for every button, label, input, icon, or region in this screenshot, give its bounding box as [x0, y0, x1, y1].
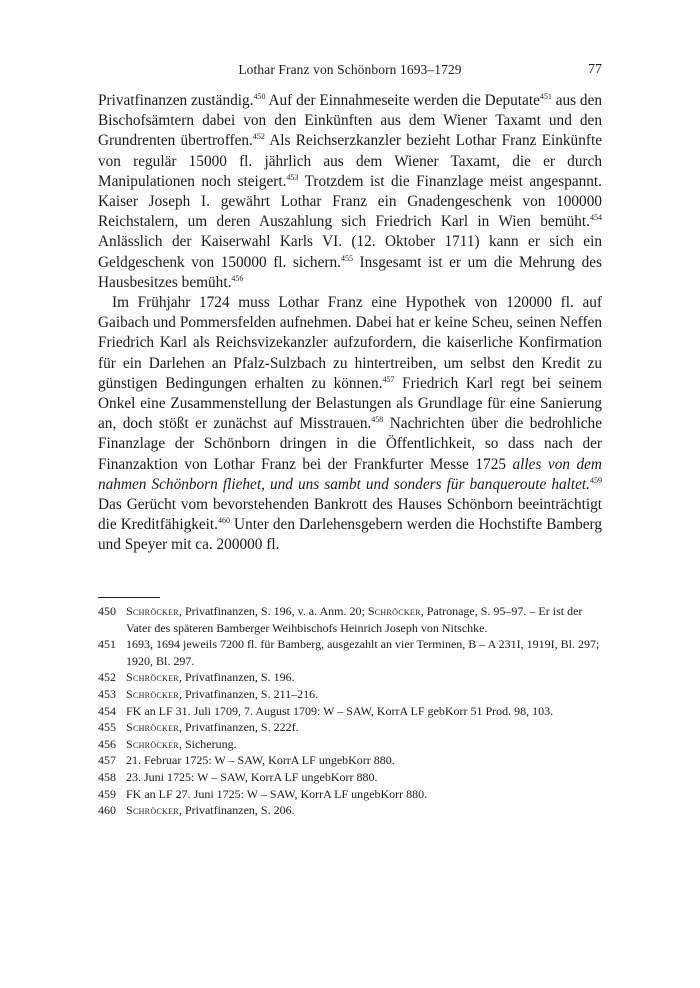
footnote-number: 456 — [98, 736, 116, 751]
footnote-text: FK an LF 31. Juli 1709, 7. August 1709: W – SAW, KorrA LF gebKorr 51 Prod. 98, 103. — [126, 703, 554, 718]
footnote — [98, 603, 602, 636]
footnote-ref: 457 — [382, 374, 395, 384]
text-run: Anlässlich der Kaiserwahl Karls VI. (12. Oktober 1711) kann er sich ein Geldgeschenk von 150000 fl. sichern. — [98, 233, 602, 271]
text-run: Privatfinanzen zuständig. — [98, 92, 254, 109]
text-run: Insgesamt ist er um die Mehrung des Hausbesitzes bemüht. — [98, 253, 602, 291]
text-run: Unter den Darlehensgebern werden die Hochstifte Bamberg und Speyer mit ca. 200000 fl. — [98, 516, 602, 554]
author-name: Schröcker — [126, 720, 179, 735]
footnote-ref: 452 — [252, 132, 265, 142]
footnote-ref: 459 — [590, 475, 602, 485]
text-run: Auf der Einnahmeseite werden die Deputate — [265, 92, 540, 109]
footnote — [98, 669, 602, 686]
footnote — [98, 719, 602, 736]
footnote-text: 21. Februar 1725: W – SAW, KorrA LF ungebKorr 880. — [126, 753, 395, 768]
text-run: Das Gerücht vom bevorstehenden Bankrott des Hauses Schönborn beeinträchtigt die Kreditfähigkeit. — [98, 496, 602, 534]
footnote-ref: 453 — [286, 172, 299, 182]
text-run: Als Reichserzkanzler bezieht Lothar Franz Einkünfte von regulär 15000 fl. jährlich aus dem Wiener Taxamt, die er durch Manipulationen noch steigert. — [98, 132, 602, 190]
footnote-text: FK an LF 27. Juni 1725: W – SAW, KorrA LF ungebKorr 880. — [126, 786, 428, 801]
footnote-ref: 460 — [218, 516, 230, 526]
author-name: Schröcker — [126, 604, 179, 618]
footnote-number: 452 — [98, 670, 116, 685]
footnote-text: , Privatfinanzen, S. 211–216. — [178, 686, 319, 701]
footnote-ref: 456 — [231, 273, 244, 283]
footnote-number: 459 — [98, 786, 116, 801]
footnote-number: 450 — [98, 604, 116, 618]
text-run: aus den Bischofsämtern dabei von den Einkünften aus dem Wiener Taxamt und den Grundrenten übertroffen. — [98, 92, 603, 150]
footnote — [98, 736, 602, 753]
text-run: Im Frühjahr 1724 muss Lothar Franz eine Hypothek von 120000 fl. auf Gaibach und Pommersfelden aufnehmen. Dabei hat er keine Scheu, seinen Neffen Friedrich Karl als Reichsvizekanzler aufzufordern, die kaiserliche Konfirmation für ein Darlehen an Pfalz-Sulzbach zu hintertreiben, um selbst den Kredit zu günstigen Bedingungen erhalten zu können. — [98, 294, 602, 392]
page-number: 77 — [588, 62, 602, 77]
footnote-text: , Privatfinanzen, S. 206. — [178, 803, 295, 818]
footnote-text: 23. Juni 1725: W – SAW, KorrA LF ungebKorr 880. — [126, 769, 378, 784]
page-header — [98, 62, 602, 82]
body-text — [98, 91, 602, 556]
footnote — [98, 802, 602, 819]
footnote-number: 458 — [98, 769, 116, 784]
footnote-number: 453 — [98, 686, 116, 701]
footnote-number: 451 — [98, 637, 116, 652]
paragraph — [98, 91, 602, 293]
footnote-number: 454 — [98, 703, 116, 718]
footnote-text: , Sicherung. — [178, 736, 237, 751]
footnote-text: , Privatfinanzen, S. 196, v. a. Anm. 20; — [178, 604, 368, 618]
author-name: Schröcker — [126, 670, 179, 685]
footnote-number: 460 — [98, 803, 116, 818]
footnote — [98, 752, 602, 769]
footnote-text: , Patronage, S. 95–97. – Er ist der Vater des späteren Bamberger Weihbischofs Heinrich Joseph von Nitschke. — [126, 604, 583, 635]
footnote-number: 457 — [98, 753, 116, 768]
footnote-ref: 455 — [340, 253, 353, 263]
footnote — [98, 636, 602, 669]
footnote — [98, 686, 602, 703]
footnote-ref: 451 — [539, 92, 552, 101]
author-name: Schröcker — [126, 803, 179, 818]
text-run: Friedrich Karl regt bei seinem Onkel eine Zusammenstellung der Belastungen als Grundlage für eine Sanierung an, doch stößt er zunächst auf Misstrauen. — [98, 374, 603, 433]
footnote-text: , Privatfinanzen, S. 222f. — [178, 720, 299, 735]
footnote-separator — [98, 597, 160, 598]
footnote — [98, 786, 602, 803]
text-run: Nachrichten über die bedrohliche Finanzlage der Schönborn dringen in die Öffentlichkeit, so dass nach der Finanzaktion von Lothar Franz bei der Frankfurter Messe 1725 — [98, 415, 602, 473]
footnote-ref: 454 — [590, 213, 602, 223]
paragraph — [98, 293, 602, 556]
quotation: alles von dem nahmen Schönborn fliehet, und uns sambt und sonders für banqueroute haltet. — [98, 455, 602, 493]
running-title: Lothar Franz von Schönborn 1693–1729 — [238, 62, 462, 77]
author-name: Schröcker — [126, 736, 179, 751]
footnote-text: , Privatfinanzen, S. 196. — [178, 670, 295, 685]
footnote-text: 1693, 1694 jeweils 7200 fl. für Bamberg, ausgezahlt an vier Terminen, B – A 231I, 1919I, Bl. 297; 1920, Bl. 297. — [126, 637, 600, 668]
footnote — [98, 769, 602, 786]
text-run: Trotzdem ist die Finanzlage meist angespannt. Kaiser Joseph I. gewährt Lothar Franz ein Gnadengeschenk von 100000 Reichstalern, um deren Auszahlung sich Friedrich Karl in Wien bemüht. — [98, 172, 603, 231]
author-name: Schröcker — [367, 604, 421, 618]
footnote-number: 455 — [98, 720, 116, 735]
footnote-ref: 458 — [371, 415, 384, 425]
footnotes — [98, 603, 602, 819]
footnote — [98, 703, 602, 720]
footnote-ref: 450 — [253, 92, 266, 101]
author-name: Schröcker — [126, 686, 179, 701]
